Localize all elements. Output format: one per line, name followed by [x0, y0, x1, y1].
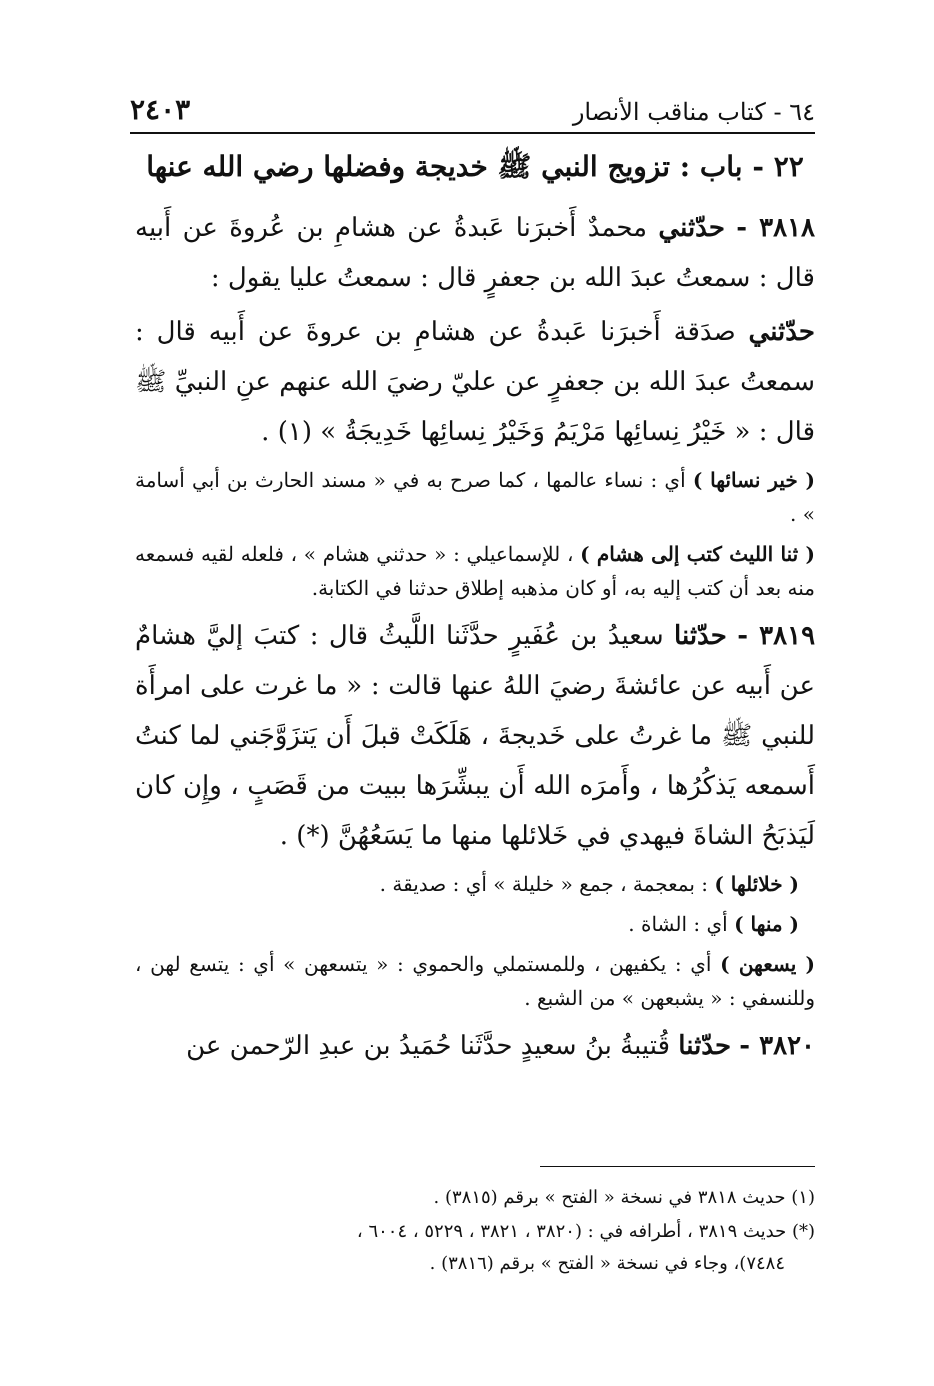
hadith-lead: حدّثني — [658, 213, 725, 243]
hadith-3819 — [135, 611, 815, 861]
hadith-text: قُتيبةُ بنُ سعيدٍ حدَّثَنا حُمَيدُ بن عبدِ الرّحمن عن — [186, 1031, 671, 1061]
footnote-rule — [540, 1166, 815, 1167]
commentary-term: ( منها ) — [734, 912, 799, 936]
commentary-paragraph — [135, 867, 815, 901]
commentary-term: ( خلائلها ) — [714, 872, 799, 896]
header-rule — [130, 132, 815, 134]
commentary-term: ( خير نسائها ) — [692, 468, 816, 492]
hadith-lead: حدّثني — [748, 317, 816, 347]
footnotes — [135, 1182, 815, 1282]
commentary-paragraph — [135, 907, 815, 941]
hadith-number: ٣٨٢٠ - — [739, 1031, 815, 1061]
hadith-3818 — [135, 203, 815, 303]
page-number: ٢٤٠٣ — [130, 93, 191, 126]
hadith-number: ٣٨١٨ - — [736, 213, 815, 243]
commentary-text: : بمعجمة ، جمع « خليلة » أي : صديقة . — [379, 872, 708, 896]
hadith-text: محمدٌ أَخبرَنا عَبدةُ عن هشامِ بن عُروةَ عن أَبيه قال : سمعتُ عبدَ الله بن جعفرٍ قال : سمعتُ عليا يقول : — [135, 213, 815, 293]
commentary-text: أي : الشاة . — [628, 912, 728, 936]
hadith-lead: حدّثنا — [678, 1031, 732, 1061]
commentary-paragraph — [135, 463, 815, 531]
commentary-term: ( ثنا الليث كتب إلى هشام ) — [580, 542, 815, 566]
running-title: ٦٤ - كتاب مناقب الأنصار — [572, 98, 815, 126]
hadith-text: سعيدُ بن عُفَيرٍ حدَّثَنا اللَّيثُ قال : كتبَ إليَّ هشامٌ عن أَبيه عن عائشةَ رضيَ اللهُ عنها قالت : « ما غرت على امرأَة للنبي ﷺ ما غرتُ على خَديجةَ ، هَلَكَتْ قبلَ أَن يَتزَوَّجَني لما كنتُ أَسمعه يَذكُرُها ، وأَمرَه الله أَن يبشِّرَها ببيت من قَصَبٍ ، وإِن كان لَيَذبَحُ الشاةَ فيهدي في خَلائلها منها ما يَسَعُهُنَّ (*) . — [135, 621, 815, 851]
footnote-continuation: ٧٤٨٤)، وجاء في نسخة « الفتح » برقم (٣٨١٦) . — [429, 1253, 785, 1274]
commentary-paragraph — [135, 947, 815, 1015]
hadith-number: ٣٨١٩ - — [737, 621, 816, 651]
hadith-text: صدَقة أَخبرَنا عَبدةُ عن هشامِ بن عروةَ عن أَبيه قال : سمعتُ عبدَ الله بن جعفرٍ عن عليّ رضيَ الله عنهم عنِ النبيِّ ﷺ قال : « خَيْرُ نِسائِها مَرْيَمُ وَخَيْرُ نِسائِها خَدِيجَةُ » (١) . — [135, 317, 815, 447]
commentary-paragraph — [135, 537, 815, 605]
footnote-text: (١) حديث ٣٨١٨ في نسخة « الفتح » برقم (٣٨١٥) . — [433, 1187, 815, 1208]
footnote-star — [135, 1216, 815, 1280]
hadith-3818-second-chain — [135, 307, 815, 457]
commentary-text: أي : يكفيهن ، وللمستملي والحموي : « يتسعهن » أي : يتسع لهن ، وللنسفي : « يشبعهن » من الشبع . — [135, 952, 815, 1010]
hadith-lead: حدّثنا — [674, 621, 727, 651]
footnote-1 — [135, 1182, 815, 1214]
running-header — [130, 86, 815, 126]
chapter-title: ٢٢ - باب : تزويج النبي ﷺ خديجة وفضلها رضي الله عنها — [146, 150, 804, 183]
commentary-term: ( يسعهن ) — [720, 952, 816, 976]
commentary-text: ، للإسماعيلي : « حدثني هشام » ، فلعله لقيه فسمعه منه بعد أن كتب إليه به، أو كان مذهبه إطلاق حدثنا في الكتابة. — [135, 542, 815, 600]
main-text — [135, 145, 815, 1075]
commentary-text: أي : نساء عالمها ، كما صرح به في « مسند الحارث بن أبي أسامة » . — [135, 468, 815, 526]
footnote-text: (*) حديث ٣٨١٩ ، أطرافه في : (٣٨٢٠ ، ٣٨٢١ ، ٥٢٢٩ ، ٦٠٠٤ ، — [356, 1221, 815, 1242]
hadith-3820 — [135, 1021, 815, 1071]
